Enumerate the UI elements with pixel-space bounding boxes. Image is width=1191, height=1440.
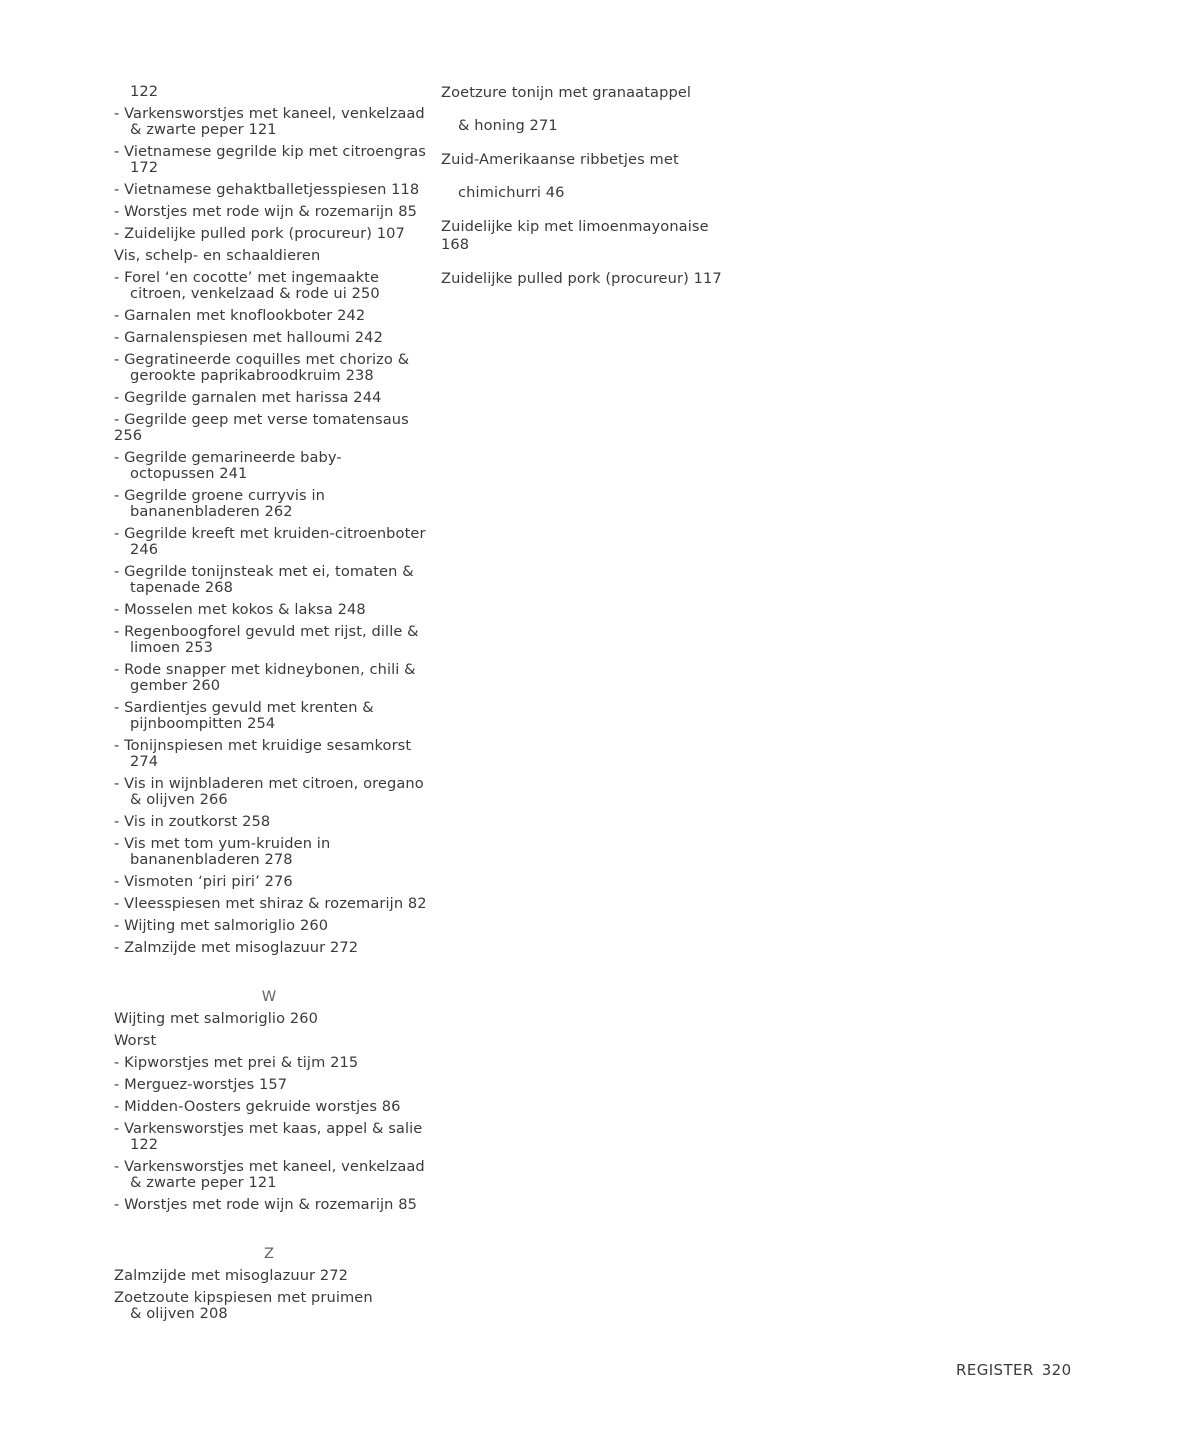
index-subentry (114, 918, 434, 934)
entry-text: Zalmzijde met misoglazuur 272 (114, 1267, 349, 1284)
entry-text: Zoetzoute kipspiesen met pruimen (114, 1289, 373, 1306)
entry-text: - Vleesspiesen met shiraz & rozemarijn 82 (114, 896, 434, 912)
entry-text: - Gegrilde garnalen met harissa 244 (114, 390, 434, 406)
index-entry (441, 218, 741, 254)
section-label: REGISTER (956, 1361, 1034, 1379)
entry-text: Vis, schelp- en schaaldieren (114, 247, 321, 264)
index-subentry (114, 836, 434, 868)
index-entry (114, 1290, 434, 1322)
entry-text: - Gegrilde tonijnsteak met ei, tomaten & (114, 564, 434, 580)
entry-continuation: citroen, venkelzaad & rode ui 250 (130, 285, 380, 302)
index-subentry (114, 1055, 434, 1071)
index-subentry (114, 330, 434, 346)
index-subentry (114, 144, 434, 176)
entry-continuation: 274 (130, 753, 159, 770)
entry-text: - Midden-Oosters gekruide worstjes 86 (114, 1099, 434, 1115)
entry-text: - Worstjes met rode wijn & rozemarijn 85 (114, 204, 434, 220)
index-subentry (114, 624, 434, 656)
index-subentry (114, 412, 434, 444)
entry-text: - Gegrilde geep met verse tomatensaus 256 (114, 412, 434, 444)
index-entry (441, 151, 741, 202)
entry-text: - Varkensworstjes met kaneel, venkelzaad (114, 106, 434, 122)
index-entry (441, 270, 741, 288)
index-subentry (114, 1197, 434, 1213)
entry-text: - Vietnamese gehaktballetjesspiesen 118 (114, 182, 434, 198)
index-subentry (114, 1077, 434, 1093)
index-subentry (114, 738, 434, 770)
index-subentry (114, 874, 434, 890)
entry-text: - Gegratineerde coquilles met chorizo & (114, 352, 434, 368)
index-column-left (114, 84, 434, 1328)
entry-text: - Vis met tom yum-kruiden in (114, 836, 434, 852)
index-subentry (114, 896, 434, 912)
index-letter-heading: W (261, 988, 277, 1005)
entry-text: - Worstjes met rode wijn & rozemarijn 85 (114, 1197, 434, 1213)
index-subentry (114, 700, 434, 732)
index-letter-heading: Z (263, 1245, 275, 1262)
entry-text: - Zuidelijke pulled pork (procureur) 107 (114, 226, 434, 242)
index-entry (441, 84, 741, 135)
index-entry (114, 1268, 434, 1284)
entry-text: - Merguez-worstjes 157 (114, 1077, 434, 1093)
entry-text: - Vis in wijnbladeren met citroen, oregano (114, 776, 434, 792)
entry-text: - Garnalenspiesen met halloumi 242 (114, 330, 434, 346)
entry-text: - Garnalen met knoflookboter 242 (114, 308, 434, 324)
entry-continuation: & zwarte peper 121 (130, 1174, 277, 1191)
entry-text: - Vis in zoutkorst 258 (114, 814, 434, 830)
entry-continuation: & olijven 208 (130, 1305, 228, 1322)
entry-text: - Kipworstjes met prei & tijm 215 (114, 1055, 434, 1071)
entry-continuation: bananenbladeren 278 (130, 851, 293, 868)
entry-continuation: octopussen 241 (130, 465, 248, 482)
index-subentry (114, 270, 434, 302)
entry-text: Zuidelijke kip met limoenmayonaise 168 (441, 218, 709, 253)
entry-continuation: 172 (130, 159, 159, 176)
entry-text: - Vismoten ‘piri piri’ 276 (114, 874, 434, 890)
index-subentry (114, 814, 434, 830)
index-entry (114, 1033, 434, 1049)
entry-text: - Wijting met salmoriglio 260 (114, 918, 434, 934)
entry-text: - Gegrilde kreeft met kruiden-citroenboter (114, 526, 434, 542)
entry-continuation: gerookte paprikabroodkruim 238 (130, 367, 374, 384)
index-subentry (114, 390, 434, 406)
index-subentry (114, 308, 434, 324)
entry-text: Zoetzure tonijn met granaatappel (441, 84, 692, 101)
index-subentry (114, 488, 434, 520)
entry-continuation: gember 260 (130, 677, 221, 694)
entry-text: - Forel ‘en cocotte’ met ingemaakte (114, 270, 434, 286)
index-subentry (114, 106, 434, 138)
index-subentry (114, 352, 434, 384)
entry-continuation: & zwarte peper 121 (130, 121, 277, 138)
page-footer (956, 1361, 1072, 1379)
entry-text: - Regenboogforel gevuld met rijst, dille & (114, 624, 434, 640)
entry-text: - Gegrilde groene curryvis in (114, 488, 434, 504)
entry-text: - Rode snapper met kidneybonen, chili & (114, 662, 434, 678)
index-entry (114, 248, 434, 264)
index-subentry (114, 776, 434, 808)
entry-text: - Mosselen met kokos & laksa 248 (114, 602, 434, 618)
entry-text: - Vietnamese gegrilde kip met citroengras (114, 144, 434, 160)
index-entry (114, 1011, 434, 1027)
index-subentry (114, 602, 434, 618)
entry-text: - Gegrilde gemarineerde baby- (114, 450, 434, 466)
index-subentry (114, 1121, 434, 1153)
entry-continuation: pijnboompitten 254 (130, 715, 276, 732)
entry-continuation: chimichurri 46 (458, 184, 565, 201)
entry-text: - Tonijnspiesen met kruidige sesamkorst (114, 738, 434, 754)
index-subentry (114, 526, 434, 558)
entry-continuation: bananenbladeren 262 (130, 503, 293, 520)
entry-continuation: limoen 253 (130, 639, 213, 656)
index-subentry (114, 564, 434, 596)
entry-text: - Sardientjes gevuld met krenten & (114, 700, 434, 716)
index-entry (114, 84, 434, 100)
index-subentry (114, 1159, 434, 1191)
index-subentry (114, 204, 434, 220)
index-subentry (114, 1099, 434, 1115)
entry-text: - Zalmzijde met misoglazuur 272 (114, 940, 434, 956)
index-subentry (114, 940, 434, 956)
entry-continuation: 122 (130, 1136, 159, 1153)
entry-text: Wijting met salmoriglio 260 (114, 1010, 318, 1027)
entry-continuation: 246 (130, 541, 159, 558)
index-subentry (114, 226, 434, 242)
entry-text: Zuidelijke pulled pork (procureur) 117 (441, 270, 722, 287)
entry-text: Zuid-Amerikaanse ribbetjes met (441, 151, 679, 168)
page-number: 320 (1041, 1361, 1072, 1379)
index-subentry (114, 662, 434, 694)
entry-text: Worst (114, 1032, 157, 1049)
entry-continuation: & honing 271 (458, 117, 558, 134)
index-subentry (114, 182, 434, 198)
index-subentry (114, 450, 434, 482)
entry-text: - Varkensworstjes met kaas, appel & salie (114, 1121, 434, 1137)
entry-continuation: tapenade 268 (130, 579, 234, 596)
index-column-right (441, 84, 741, 304)
entry-text: - Varkensworstjes met kaneel, venkelzaad (114, 1159, 434, 1175)
entry-continuation: & olijven 266 (130, 791, 228, 808)
entry-continuation: 122 (130, 83, 159, 100)
